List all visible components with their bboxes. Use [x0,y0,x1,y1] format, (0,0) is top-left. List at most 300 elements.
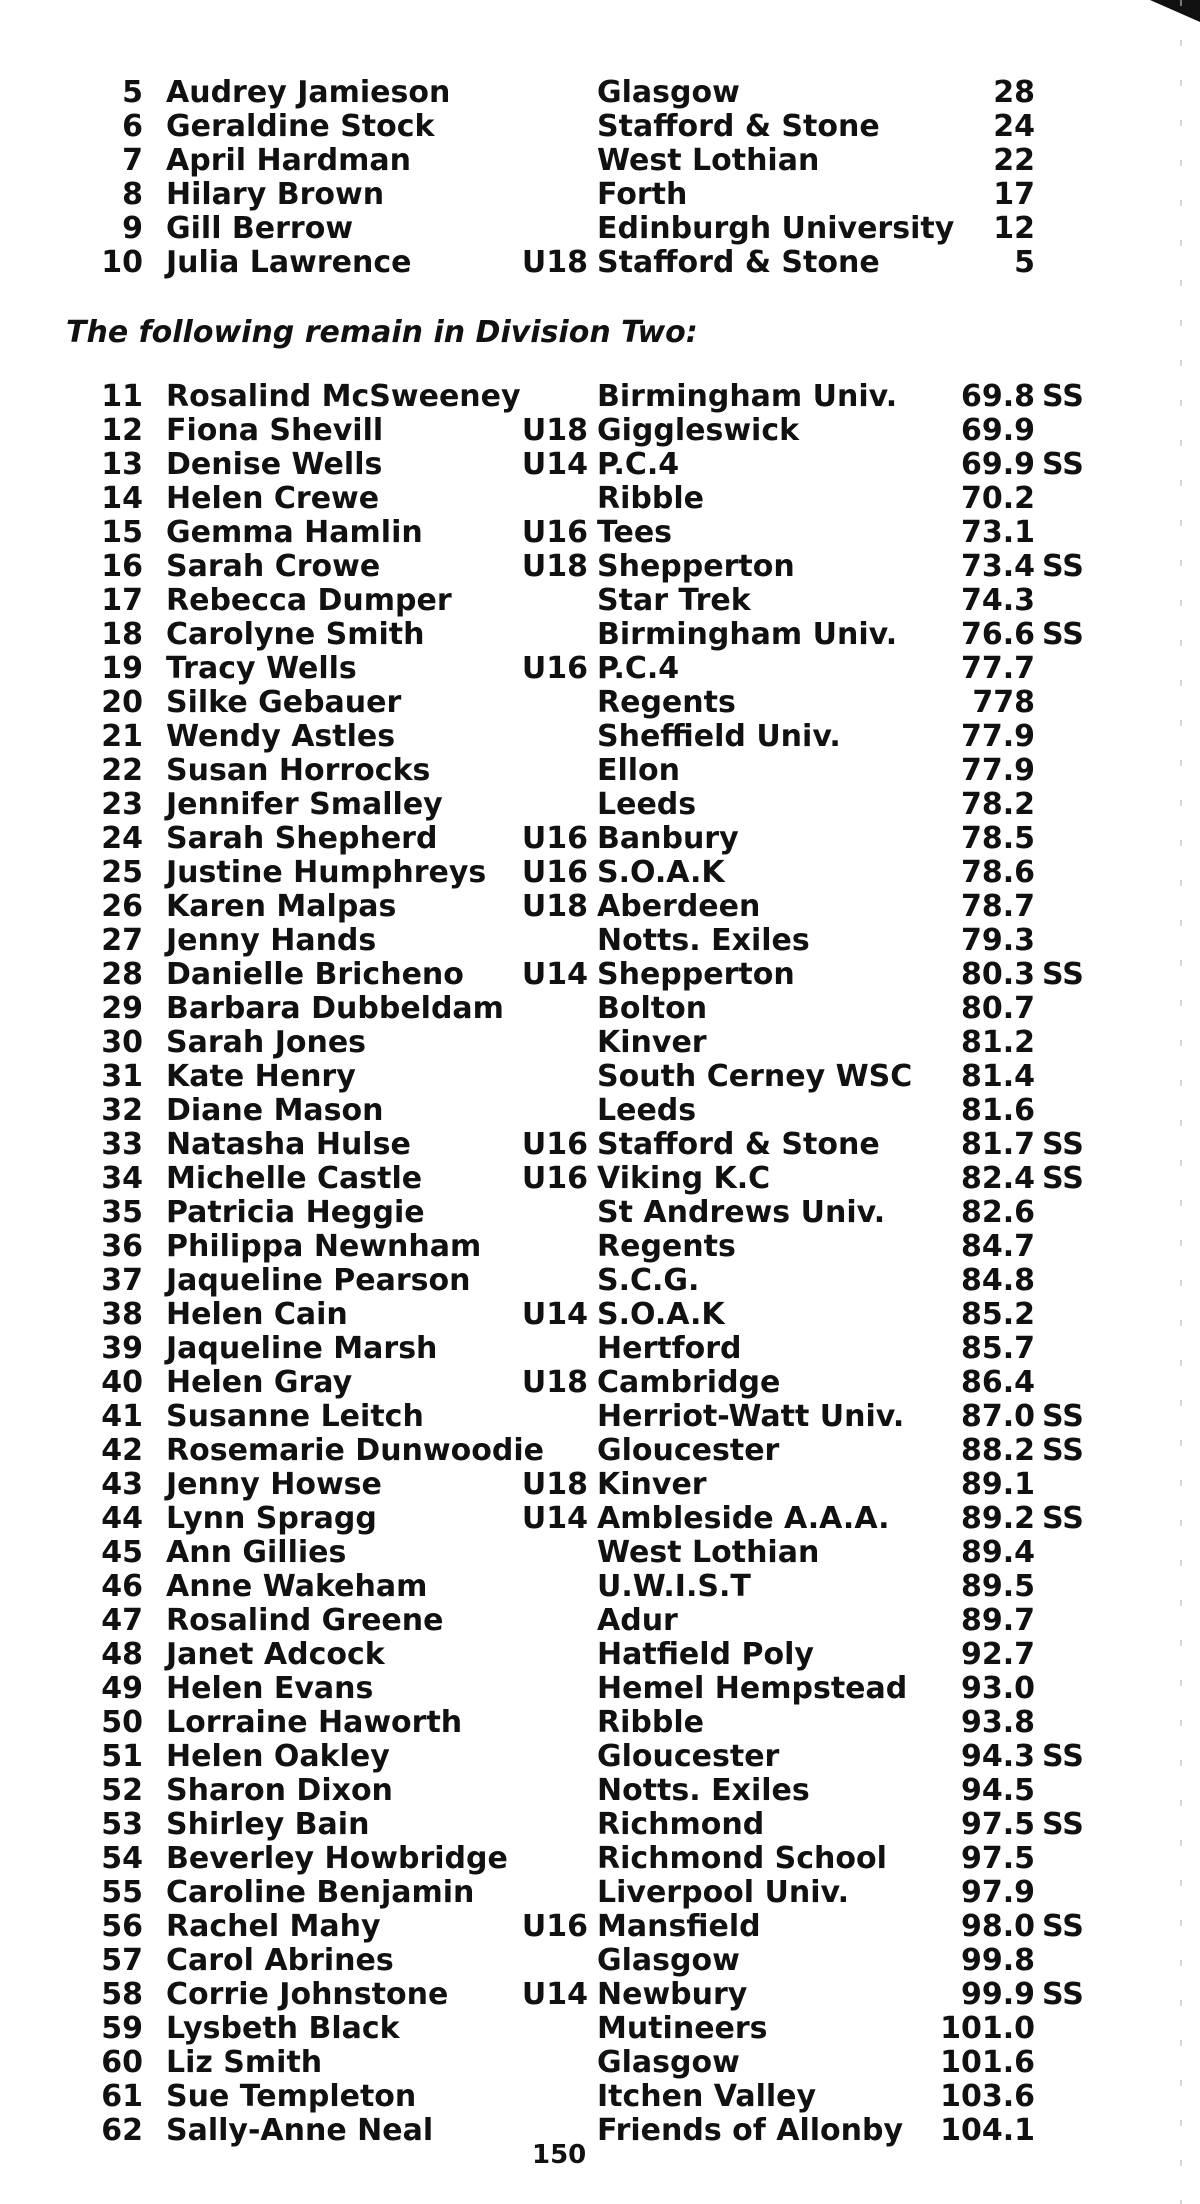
rank-number: 60 [101,2045,143,2080]
rank-number: 58 [101,1977,143,2012]
age-group: U14 [521,1501,588,1536]
score-value: 77.9 [960,753,1035,788]
table-row [0,76,1200,110]
club-name: Ribble [597,481,704,516]
score-value: 17 [993,177,1035,212]
age-group: U18 [521,245,588,280]
competitor-name: Jaqueline Marsh [166,1331,438,1366]
competitor-name: Michelle Castle [166,1161,423,1196]
score-value: 84.8 [960,1263,1035,1298]
competitor-name: Carolyne Smith [166,617,425,652]
score-value: 89.1 [960,1467,1035,1502]
table-row [0,1298,1200,1332]
club-name: Regents [597,685,736,720]
rank-number: 48 [101,1637,143,1672]
competitor-name: Kate Henry [166,1059,356,1094]
rank-number: 38 [101,1297,143,1332]
table-row [0,550,1200,584]
rank-number: 33 [101,1127,143,1162]
competitor-name: Rosalind Greene [166,1603,444,1638]
score-value: 99.8 [960,1943,1035,1978]
club-name: Forth [597,177,688,212]
age-group: U18 [521,549,588,584]
rank-number: 15 [101,515,143,550]
club-name: West Lothian [597,1535,820,1570]
table-row [0,1026,1200,1060]
rank-number: 46 [101,1569,143,1604]
rank-number: 29 [101,991,143,1026]
rank-number: 27 [101,923,143,958]
rank-number: 30 [101,1025,143,1060]
rank-number: 20 [101,685,143,720]
age-group: U16 [521,821,588,856]
table-row [0,856,1200,890]
rank-number: 31 [101,1059,143,1094]
table-row [0,754,1200,788]
rank-number: 25 [101,855,143,890]
rank-number: 26 [101,889,143,924]
club-name: Stafford & Stone [597,1127,880,1162]
club-name: Gloucester [597,1739,780,1774]
score-value: 778 [972,685,1035,720]
table-row [0,1536,1200,1570]
competitor-name: Beverley Howbridge [166,1841,508,1876]
rank-number: 23 [101,787,143,822]
status-flag: SS [1042,1977,1084,2012]
table-row [0,924,1200,958]
rank-number: 10 [101,245,143,280]
club-name: Notts. Exiles [597,923,810,958]
table-row [0,1162,1200,1196]
status-flag: SS [1042,549,1084,584]
competitor-name: Julia Lawrence [166,245,412,280]
rank-number: 22 [101,753,143,788]
status-flag: SS [1042,617,1084,652]
competitor-name: Corrie Johnstone [166,1977,449,2012]
table-row [0,448,1200,482]
table-row [0,246,1200,280]
rank-number: 12 [101,413,143,448]
table-row [0,2114,1200,2148]
score-value: 82.4 [960,1161,1035,1196]
page-corner-mark [1150,0,1200,22]
status-flag: SS [1042,1127,1084,1162]
table-row [0,890,1200,924]
competitor-name: Rosalind McSweeney [166,379,521,414]
score-value: 88.2 [960,1433,1035,1468]
table-row [0,1400,1200,1434]
competitor-name: Helen Gray [166,1365,353,1400]
competitor-name: Ann Gillies [166,1535,347,1570]
table-row [0,414,1200,448]
score-value: 87.0 [960,1399,1035,1434]
rank-number: 55 [101,1875,143,1910]
score-value: 86.4 [960,1365,1035,1400]
club-name: Banbury [597,821,739,856]
score-value: 89.4 [960,1535,1035,1570]
status-flag: SS [1042,1433,1084,1468]
status-flag: SS [1042,1399,1084,1434]
competitor-name: Jenny Hands [166,923,377,958]
table-row [0,2080,1200,2114]
score-value: 92.7 [960,1637,1035,1672]
score-value: 69.9 [960,447,1035,482]
competitor-name: Gill Berrow [166,211,354,246]
club-name: Viking K.C [597,1161,771,1196]
score-value: 81.6 [960,1093,1035,1128]
age-group: U16 [521,1161,588,1196]
club-name: Glasgow [597,75,740,110]
table-row [0,178,1200,212]
competitor-name: Carol Abrines [166,1943,394,1978]
age-group: U16 [521,1127,588,1162]
table-row [0,652,1200,686]
competitor-name: Anne Wakeham [166,1569,428,1604]
score-value: 99.9 [960,1977,1035,2012]
score-value: 78.6 [960,855,1035,890]
table-row [0,110,1200,144]
table-row [0,618,1200,652]
competitor-name: Helen Evans [166,1671,374,1706]
club-name: Giggleswick [597,413,800,448]
status-flag: SS [1042,1501,1084,1536]
club-name: S.C.G. [597,1263,700,1298]
score-value: 74.3 [960,583,1035,618]
club-name: Kinver [597,1467,707,1502]
table-row [0,1230,1200,1264]
club-name: Star Trek [597,583,751,618]
score-value: 22 [993,143,1035,178]
competitor-name: Wendy Astles [166,719,396,754]
table-row [0,1128,1200,1162]
table-row [0,1332,1200,1366]
competitor-name: Shirley Bain [166,1807,370,1842]
competitor-name: Sarah Crowe [166,549,381,584]
score-value: 78.7 [960,889,1035,924]
club-name: Mansfield [597,1909,761,1944]
status-flag: SS [1042,1161,1084,1196]
club-name: West Lothian [597,143,820,178]
table-row [0,992,1200,1026]
score-value: 85.2 [960,1297,1035,1332]
score-value: 94.3 [960,1739,1035,1774]
rank-number: 18 [101,617,143,652]
club-name: Newbury [597,1977,748,2012]
table-row [0,1910,1200,1944]
rank-number: 52 [101,1773,143,1808]
score-value: 89.5 [960,1569,1035,1604]
score-value: 78.5 [960,821,1035,856]
rank-number: 16 [101,549,143,584]
club-name: Cambridge [597,1365,781,1400]
table-row [0,1434,1200,1468]
score-value: 70.2 [960,481,1035,516]
club-name: St Andrews Univ. [597,1195,886,1230]
rank-number: 61 [101,2079,143,2114]
table-row [0,1094,1200,1128]
club-name: Tees [597,515,673,550]
club-name: Herriot-Watt Univ. [597,1399,905,1434]
club-name: Leeds [597,787,697,822]
rank-number: 41 [101,1399,143,1434]
rank-number: 32 [101,1093,143,1128]
table-row [0,1978,1200,2012]
rank-number: 56 [101,1909,143,1944]
division-two-results [0,380,1200,2148]
score-value: 82.6 [960,1195,1035,1230]
competitor-name: Tracy Wells [166,651,357,686]
club-name: Ellon [597,753,681,788]
club-name: Glasgow [597,2045,740,2080]
score-value: 84.7 [960,1229,1035,1264]
rank-number: 36 [101,1229,143,1264]
club-name: Kinver [597,1025,707,1060]
rank-number: 11 [101,379,143,414]
table-row [0,958,1200,992]
club-name: Stafford & Stone [597,109,880,144]
rank-number: 51 [101,1739,143,1774]
table-row [0,822,1200,856]
score-value: 12 [993,211,1035,246]
rank-number: 17 [101,583,143,618]
score-value: 81.7 [960,1127,1035,1162]
table-row [0,380,1200,414]
age-group: U14 [521,1297,588,1332]
competitor-name: Natasha Hulse [166,1127,411,1162]
club-name: Richmond School [597,1841,887,1876]
score-value: 85.7 [960,1331,1035,1366]
competitor-name: Karen Malpas [166,889,397,924]
status-flag: SS [1042,447,1084,482]
competitor-name: Susan Horrocks [166,753,431,788]
competitor-name: Liz Smith [166,2045,323,2080]
status-flag: SS [1042,1909,1084,1944]
rank-number: 24 [101,821,143,856]
club-name: Gloucester [597,1433,780,1468]
score-value: 24 [993,109,1035,144]
club-name: Hatfield Poly [597,1637,814,1672]
rank-number: 13 [101,447,143,482]
club-name: Notts. Exiles [597,1773,810,1808]
score-value: 93.8 [960,1705,1035,1740]
rank-number: 9 [122,211,143,246]
table-row [0,1808,1200,1842]
status-flag: SS [1042,1807,1084,1842]
competitor-name: Audrey Jamieson [166,75,451,110]
age-group: U18 [521,1467,588,1502]
club-name: Friends of Allonby [597,2113,904,2148]
score-value: 80.3 [960,957,1035,992]
score-value: 78.2 [960,787,1035,822]
rank-number: 7 [122,143,143,178]
score-value: 97.5 [960,1807,1035,1842]
age-group: U18 [521,413,588,448]
competitor-name: Geraldine Stock [166,109,435,144]
score-value: 89.2 [960,1501,1035,1536]
club-name: Leeds [597,1093,697,1128]
age-group: U18 [521,889,588,924]
competitor-name: Danielle Bricheno [166,957,464,992]
section-subheading: The following remain in Division Two: [66,315,698,350]
club-name: Itchen Valley [597,2079,817,2114]
table-row [0,1604,1200,1638]
score-value: 69.9 [960,413,1035,448]
competitor-name: Sally-Anne Neal [166,2113,434,2148]
club-name: Birmingham Univ. [597,379,898,414]
page-number: 150 [532,2140,587,2170]
competitor-name: Fiona Shevill [166,413,384,448]
competitor-name: Sarah Jones [166,1025,367,1060]
score-value: 89.7 [960,1603,1035,1638]
competitor-name: Patricia Heggie [166,1195,425,1230]
table-row [0,1842,1200,1876]
table-row [0,1944,1200,1978]
table-row [0,2012,1200,2046]
age-group: U16 [521,515,588,550]
table-row [0,1366,1200,1400]
competitor-name: Lysbeth Black [166,2011,400,2046]
score-value: 103.6 [940,2079,1035,2114]
division-one-results [0,76,1200,280]
rank-number: 8 [122,177,143,212]
status-flag: SS [1042,1739,1084,1774]
score-value: 76.6 [960,617,1035,652]
rank-number: 49 [101,1671,143,1706]
table-row [0,584,1200,618]
competitor-name: Diane Mason [166,1093,384,1128]
rank-number: 45 [101,1535,143,1570]
competitor-name: April Hardman [166,143,411,178]
score-value: 104.1 [940,2113,1035,2148]
club-name: Hemel Hempstead [597,1671,908,1706]
club-name: Stafford & Stone [597,245,880,280]
score-value: 81.2 [960,1025,1035,1060]
club-name: Mutineers [597,2011,768,2046]
competitor-name: Susanne Leitch [166,1399,424,1434]
table-row [0,1570,1200,1604]
club-name: Liverpool Univ. [597,1875,850,1910]
competitor-name: Jennifer Smalley [166,787,443,822]
rank-number: 14 [101,481,143,516]
competitor-name: Lorraine Haworth [166,1705,463,1740]
club-name: U.W.I.S.T [597,1569,751,1604]
club-name: P.C.4 [597,447,680,482]
club-name: Birmingham Univ. [597,617,898,652]
score-value: 77.7 [960,651,1035,686]
table-row [0,1264,1200,1298]
competitor-name: Philippa Newnham [166,1229,482,1264]
rank-number: 59 [101,2011,143,2046]
table-row [0,686,1200,720]
rank-number: 47 [101,1603,143,1638]
club-name: Regents [597,1229,736,1264]
age-group: U14 [521,447,588,482]
table-row [0,516,1200,550]
age-group: U16 [521,651,588,686]
table-row [0,1774,1200,1808]
club-name: Ambleside A.A.A. [597,1501,890,1536]
table-row [0,1468,1200,1502]
table-row [0,720,1200,754]
score-value: 101.0 [940,2011,1035,2046]
score-value: 5 [1014,245,1035,280]
age-group: U16 [521,855,588,890]
competitor-name: Hilary Brown [166,177,385,212]
club-name: Bolton [597,991,708,1026]
competitor-name: Sue Templeton [166,2079,417,2114]
age-group: U14 [521,957,588,992]
table-row [0,1196,1200,1230]
score-value: 79.3 [960,923,1035,958]
score-value: 93.0 [960,1671,1035,1706]
rank-number: 62 [101,2113,143,2148]
age-group: U16 [521,1909,588,1944]
competitor-name: Lynn Spragg [166,1501,377,1536]
competitor-name: Justine Humphreys [166,855,487,890]
competitor-name: Sharon Dixon [166,1773,393,1808]
rank-number: 37 [101,1263,143,1298]
score-value: 101.6 [940,2045,1035,2080]
score-value: 94.5 [960,1773,1035,1808]
competitor-name: Janet Adcock [166,1637,385,1672]
status-flag: SS [1042,957,1084,992]
score-value: 69.8 [960,379,1035,414]
rank-number: 54 [101,1841,143,1876]
club-name: S.O.A.K [597,1297,725,1332]
rank-number: 39 [101,1331,143,1366]
competitor-name: Caroline Benjamin [166,1875,475,1910]
competitor-name: Rebecca Dumper [166,583,452,618]
competitor-name: Rachel Mahy [166,1909,381,1944]
competitor-name: Denise Wells [166,447,383,482]
club-name: Adur [597,1603,678,1638]
table-row [0,1706,1200,1740]
rank-number: 19 [101,651,143,686]
score-value: 80.7 [960,991,1035,1026]
table-row [0,482,1200,516]
club-name: Edinburgh University [597,211,955,246]
club-name: S.O.A.K [597,855,725,890]
table-row [0,2046,1200,2080]
club-name: Glasgow [597,1943,740,1978]
club-name: Ribble [597,1705,704,1740]
club-name: Sheffield Univ. [597,719,841,754]
status-flag: SS [1042,379,1084,414]
table-row [0,1672,1200,1706]
competitor-name: Jenny Howse [166,1467,382,1502]
score-value: 98.0 [960,1909,1035,1944]
table-row [0,1740,1200,1774]
club-name: P.C.4 [597,651,680,686]
competitor-name: Rosemarie Dunwoodie [166,1433,544,1468]
rank-number: 42 [101,1433,143,1468]
rank-number: 43 [101,1467,143,1502]
score-value: 97.5 [960,1841,1035,1876]
rank-number: 6 [122,109,143,144]
club-name: South Cerney WSC [597,1059,913,1094]
club-name: Hertford [597,1331,742,1366]
table-row [0,1060,1200,1094]
table-row [0,144,1200,178]
rank-number: 57 [101,1943,143,1978]
rank-number: 40 [101,1365,143,1400]
score-value: 73.1 [960,515,1035,550]
rank-number: 28 [101,957,143,992]
rank-number: 5 [122,75,143,110]
competitor-name: Helen Oakley [166,1739,390,1774]
rank-number: 50 [101,1705,143,1740]
rank-number: 35 [101,1195,143,1230]
